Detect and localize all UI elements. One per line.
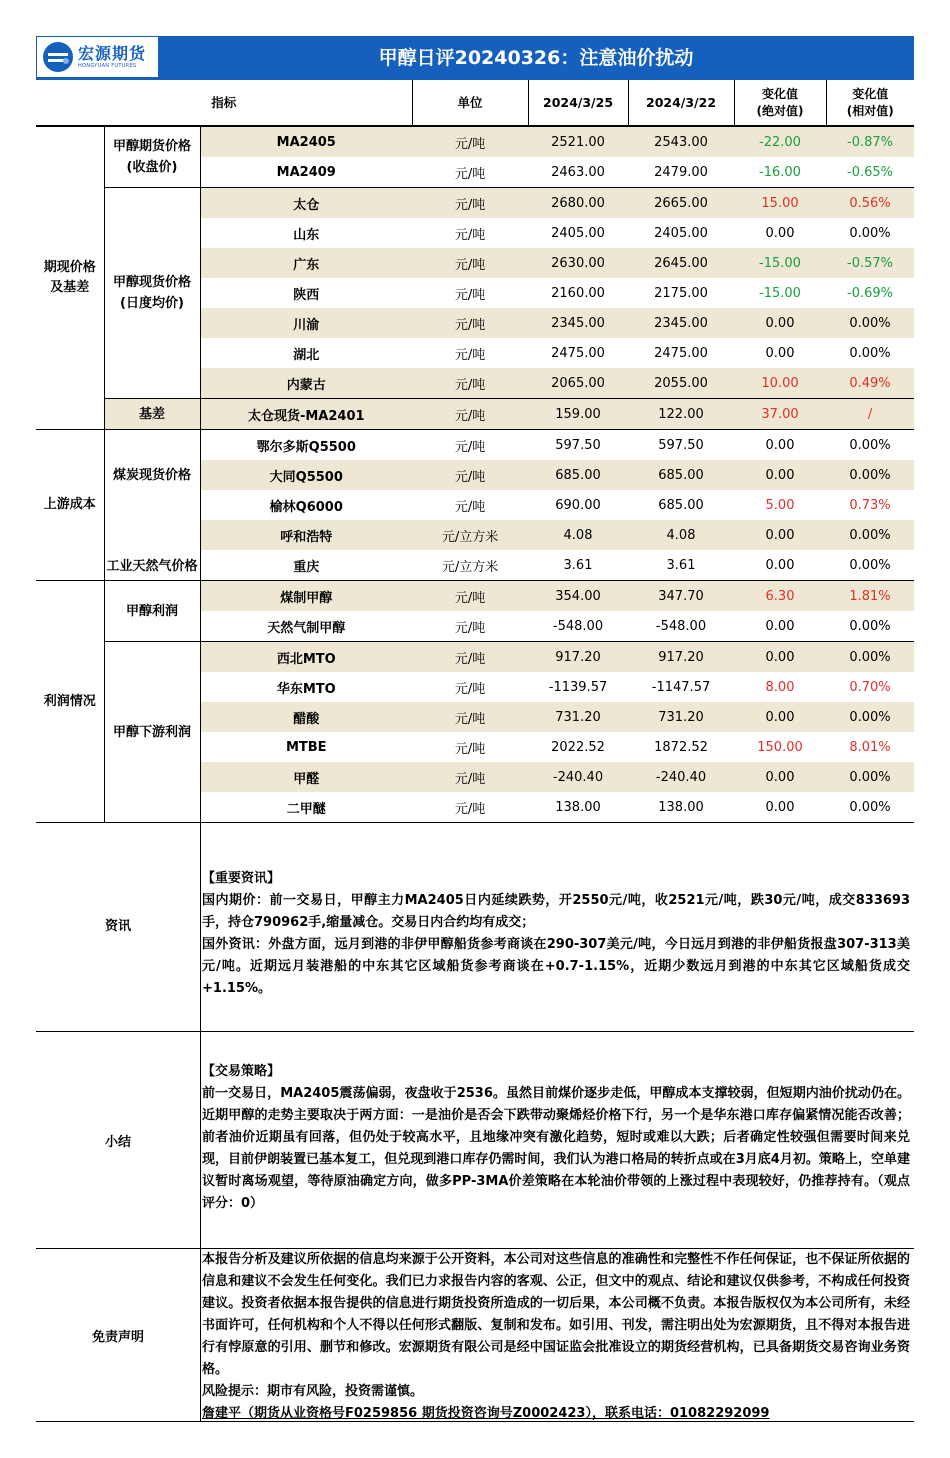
unit-cell: 元/吨 [454,741,486,757]
subcategory-spot-price: 甲醇现货价格 (日度均价) [104,188,200,399]
indicator-cell: 湖北 [293,347,320,363]
rel-change-cell: 0.70% [849,679,891,695]
summary-paragraph: 前一交易日，MA2405震荡偏弱，夜盘收于2536。虽然目前煤价逐步走低，甲醇成本支撑较弱，但短期内油价扰动仍在。近期甲醇的走势主要取决于两方面：一是油价是否会下跌带动聚烯烃价格下行，另一个是华东港口库存偏紧情况能否改善；前者油价近期虽有回落，但仍处于较高水平，且地缘冲突有激化趋势，短时或难以大跌；后者确定性较强但需要时间来兑现，目前伊朗装置已基本复工，但兑现到港口库存仍需时间，我们认为港口格局的转折点或在3月底4月初。策略上，空单建议暂时离场观望，等待原油确定方向，做多PP-3MA价差策略在本轮油价带领的上涨过程中表现较好，仍推荐持有。（观点评分：0） [202,1086,910,1211]
abs-change-cell: 0.00 [734,308,826,338]
unit-cell: 元/吨 [412,188,528,219]
unit-cell: 元/吨 [454,227,486,243]
logo-name-en: HONGYUAN FUTURES [78,62,137,69]
unit-cell: 元/立方米 [412,550,528,581]
abs-change-cell: 0.00 [734,642,826,673]
indicator-cell: 山东 [293,227,320,243]
unit-cell: 元/吨 [412,581,528,612]
table-row [36,581,914,612]
summary-section [36,1032,914,1249]
value-date1-cell: 2630.00 [528,248,628,278]
table-row [36,520,914,550]
disclaimer-label: 免责声明 [36,1249,201,1421]
value-date1-cell: 2405.00 [551,225,605,241]
unit-cell: 元/吨 [412,157,528,188]
data-table [36,80,914,823]
table-row [36,642,914,673]
value-date1-cell: 159.00 [528,399,628,430]
analyst-contact: 詹建平（期货从业资格号F0259856 期货投资咨询号Z0002423），联系电话：01082292099 [202,1406,770,1421]
abs-change-cell: 0.00 [734,550,826,581]
value-date2-cell: 731.20 [628,702,734,732]
header-abs-change [734,80,826,126]
value-date1-cell: -240.40 [528,762,628,792]
value-date2-cell: 2175.00 [654,285,708,301]
subcategory-futures-price: 甲醇期货价格 (收盘价) [104,126,200,188]
unit-cell: 元/吨 [412,399,528,430]
unit-cell: 元/吨 [454,287,486,303]
value-date1-cell: 917.20 [528,642,628,673]
value-date2-cell: 2405.00 [654,225,708,241]
summary-label: 小结 [36,1032,201,1248]
rel-change-cell: 0.00% [826,460,914,490]
unit-cell: 元/吨 [412,368,528,399]
indicator-cell: 内蒙古 [200,368,412,399]
value-date2-cell: 685.00 [628,460,734,490]
unit-cell: 元/吨 [454,439,486,455]
rel-change-cell: 0.00% [826,792,914,823]
unit-cell: 元/吨 [412,642,528,673]
value-date2-cell: 347.70 [628,581,734,612]
disclaimer-paragraph: 本报告分析及建议所依据的信息均来源于公开资料，本公司对这些信息的准确性和完整性不作任何保证，也不保证所依据的信息和建议不会发生任何变化。我们已力求报告内容的客观、公正，但文中的观点、结论和建议仅供参考，不构成任何投资建议。投资者依据本报告提供的信息进行期货投资所造成的一切后果，本公司概不负责。本报告版权仅为本公司所有，未经书面许可，任何机构和个人不得以任何形式翻版、复制和发布。如引用、刊发，需注明出处为宏源期货，且不得对本报告进行有悖原意的引用、删节和修改。宏源期货有限公司是经中国证监会批准设立的期货经营机构，已具备期货交易咨询业务资格。 [202,1252,910,1377]
indicator-cell: 华东MTO [276,681,336,697]
abs-change-label: 变化值 (绝对值) [756,86,804,118]
rel-change-cell: 0.00% [826,550,914,581]
value-date1-cell: 2160.00 [551,285,605,301]
indicator-cell: 陕西 [293,287,320,303]
rel-change-cell: / [826,399,914,430]
rel-change-cell: 0.49% [826,368,914,399]
abs-change-cell: 0.00 [734,611,826,642]
indicator-cell: 西北MTO [200,642,412,673]
table-row [36,399,914,430]
unit-cell: 元/吨 [412,126,528,157]
rel-change-cell: 0.00% [849,345,891,361]
table-row [36,188,914,219]
category-upstream-cost: 上游成本 [36,430,104,581]
value-date2-cell: 2645.00 [628,248,734,278]
rel-change-cell: 0.00% [826,611,914,642]
value-date2-cell: 4.08 [628,520,734,550]
indicator-cell: 呼和浩特 [200,520,412,550]
unit-cell: 元/吨 [454,499,486,515]
abs-change-cell: 0.00 [765,437,795,453]
abs-change-cell: -15.00 [759,285,801,301]
rel-change-cell: 8.01% [849,739,891,755]
value-date1-cell: 685.00 [528,460,628,490]
header-date1: 2024/3/25 [528,80,628,126]
abs-change-cell: 5.00 [765,497,795,513]
value-date1-cell: 690.00 [555,497,601,513]
value-date2-cell: 3.61 [628,550,734,581]
value-date2-cell: 597.50 [658,437,704,453]
unit-cell: 元/吨 [412,792,528,823]
table-row [36,430,914,461]
rel-change-cell: -0.57% [826,248,914,278]
logo-name-cn: 宏源期货 [78,43,147,63]
abs-change-cell: 8.00 [765,679,795,695]
rel-change-cell: 0.00% [849,437,891,453]
value-date2-cell: 2345.00 [628,308,734,338]
disclaimer-section [36,1249,914,1422]
subcategory-coal-price: 煤炭现货价格 [104,430,200,521]
value-date1-cell: 138.00 [528,792,628,823]
title-bar [36,36,914,80]
rel-change-cell: 0.00% [826,642,914,673]
abs-change-cell: -16.00 [734,157,826,188]
value-date2-cell: 917.20 [628,642,734,673]
indicator-cell: 甲醛 [200,762,412,792]
header-indicator: 指标 [36,80,412,126]
abs-change-cell: 0.00 [765,225,795,241]
abs-change-cell: 0.00 [734,762,826,792]
rel-change-cell: 1.81% [826,581,914,612]
indicator-cell: MA2409 [200,157,412,188]
value-date1-cell: 2463.00 [528,157,628,188]
indicator-cell: 太仓现货-MA2401 [200,399,412,430]
indicator-cell: 天然气制甲醇 [200,611,412,642]
indicator-cell: 重庆 [200,550,412,581]
subcategory-downstream-profit: 甲醇下游利润 [104,642,200,823]
value-date2-cell: 122.00 [628,399,734,430]
unit-cell: 元/立方米 [412,520,528,550]
subcategory-methanol-profit: 甲醇利润 [104,581,200,642]
value-date1-cell: -548.00 [528,611,628,642]
value-date1-cell: 3.61 [528,550,628,581]
value-date2-cell: -240.40 [628,762,734,792]
rel-change-cell: 0.00% [826,762,914,792]
unit-cell: 元/吨 [412,248,528,278]
indicator-cell: 煤制甲醇 [200,581,412,612]
header-date2: 2024/3/22 [628,80,734,126]
value-date1-cell: 2475.00 [551,345,605,361]
report-sheet [36,36,914,1421]
report-title: 甲醇日评20240326：注意油价扰动 [378,47,694,69]
rel-change-cell: -0.69% [847,285,894,301]
rel-change-cell: 0.00% [826,308,914,338]
news-heading: 【重要资讯】 [202,871,281,886]
abs-change-cell: 6.30 [734,581,826,612]
abs-change-cell: 37.00 [734,399,826,430]
abs-change-cell: 150.00 [757,739,803,755]
value-date2-cell: -548.00 [628,611,734,642]
indicator-cell: 广东 [200,248,412,278]
value-date1-cell: 2022.52 [551,739,605,755]
value-date1-cell: 2680.00 [528,188,628,219]
indicator-cell: MA2405 [200,126,412,157]
value-date2-cell: 2543.00 [628,126,734,157]
unit-cell: 元/吨 [412,308,528,338]
value-date2-cell: 2665.00 [628,188,734,219]
rel-change-cell: 0.00% [826,702,914,732]
rel-change-cell: 0.00% [826,520,914,550]
value-date1-cell: 354.00 [528,581,628,612]
unit-cell: 元/吨 [454,347,486,363]
table-row [36,126,914,157]
indicator-cell: 大同Q5500 [200,460,412,490]
abs-change-cell: 0.00 [734,792,826,823]
risk-warning: 风险提示：期市有风险，投资需谨慎。 [202,1384,424,1399]
logo-mark-icon [42,41,74,73]
subcategory-basis: 基差 [104,399,200,430]
category-profit: 利润情况 [36,581,104,823]
value-date1-cell: 597.50 [555,437,601,453]
rel-change-cell: -0.87% [826,126,914,157]
value-date2-cell: 2479.00 [628,157,734,188]
indicator-cell: 二甲醚 [200,792,412,823]
value-date1-cell: 4.08 [528,520,628,550]
indicator-cell: 川渝 [200,308,412,338]
indicator-cell: 榆林Q6000 [269,499,343,515]
value-date2-cell: 685.00 [658,497,704,513]
abs-change-cell: 0.00 [734,460,826,490]
rel-change-cell: 0.56% [826,188,914,219]
abs-change-cell: 10.00 [734,368,826,399]
unit-cell: 元/吨 [454,681,486,697]
news-label: 资讯 [36,817,201,1031]
header-unit: 单位 [412,80,528,126]
indicator-cell: 醋酸 [200,702,412,732]
unit-cell: 元/吨 [412,762,528,792]
rel-change-cell: 0.73% [849,497,891,513]
news-body [202,868,910,1000]
subcategory-gas-price: 工业天然气价格 [104,520,200,581]
news-section [36,817,914,1032]
value-date2-cell: 2475.00 [654,345,708,361]
abs-change-cell: -15.00 [734,248,826,278]
unit-cell: 元/吨 [412,611,528,642]
value-date1-cell: 2345.00 [528,308,628,338]
unit-cell: 元/吨 [412,702,528,732]
abs-change-cell: 0.00 [734,702,826,732]
category-spot-basis: 期现价格 及基差 [36,126,104,430]
rel-change-label: 变化值 (相对值) [846,86,894,118]
abs-change-cell: 0.00 [734,520,826,550]
value-date2-cell: 2055.00 [628,368,734,399]
indicator-cell: 鄂尔多斯Q5500 [256,439,356,455]
indicator-cell: 太仓 [200,188,412,219]
value-date1-cell: -1139.57 [548,679,608,695]
news-paragraph: 国内期价：前一交易日，甲醇主力MA2405日内延续跌势，开2550元/吨，收2521元/吨，跌30元/吨，成交833693手，持仓790962手,缩量减仓。交易日内合约均有成交； [202,893,910,930]
summary-heading: 【交易策略】 [202,1064,281,1079]
company-logo [37,37,158,77]
value-date2-cell: -1147.57 [651,679,711,695]
unit-cell: 元/吨 [412,460,528,490]
value-date2-cell: 1872.52 [654,739,708,755]
value-date1-cell: 2521.00 [528,126,628,157]
header-rel-change [826,80,914,126]
news-paragraph: 国外资讯：外盘方面，远月到港的非伊甲醇船货参考商谈在290-307美元/吨，今日远月到港的非伊船货报盘307-313美元/吨。近期远月装港船的中东其它区域船货参考商谈在+0.7-1.15%，近期少数远月到港的中东其它区域船货成交+1.15%。 [202,937,910,996]
value-date2-cell: 138.00 [628,792,734,823]
summary-body [202,1061,910,1215]
table-header [36,80,914,126]
abs-change-cell: 15.00 [734,188,826,219]
value-date1-cell: 2065.00 [528,368,628,399]
abs-change-cell: 0.00 [765,345,795,361]
abs-change-cell: -22.00 [734,126,826,157]
indicator-cell: MTBE [285,739,327,755]
disclaimer-body [202,1249,910,1425]
value-date1-cell: 731.20 [528,702,628,732]
rel-change-cell: 0.00% [849,225,891,241]
rel-change-cell: -0.65% [826,157,914,188]
table-body [36,126,914,823]
